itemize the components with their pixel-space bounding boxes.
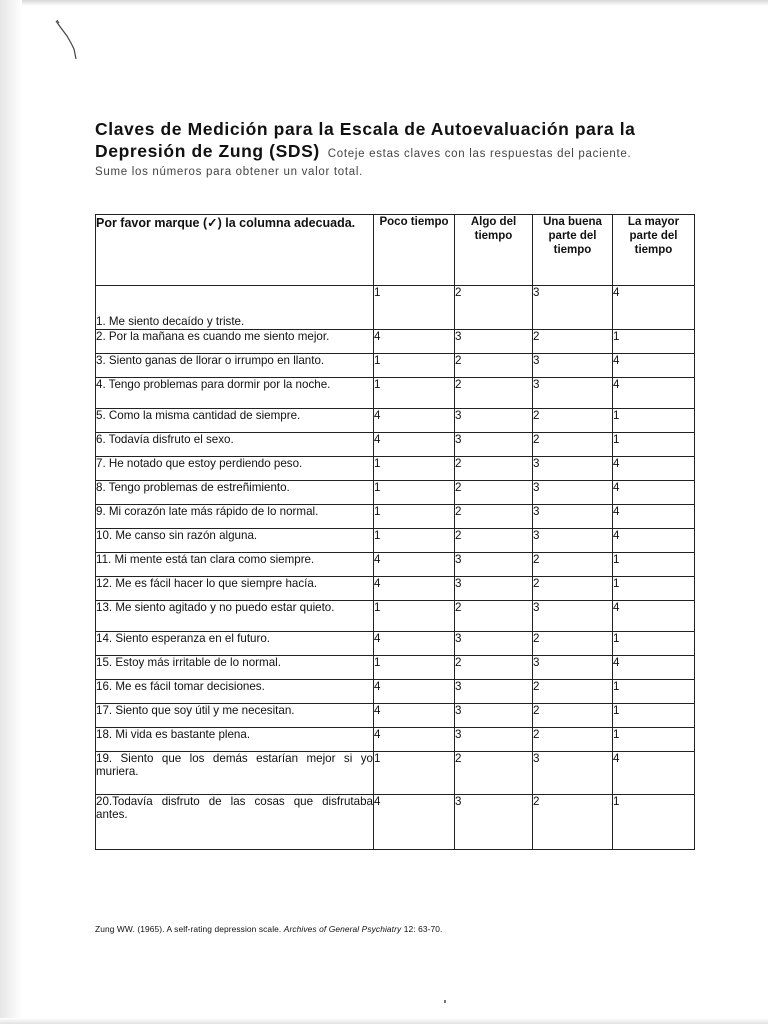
question-text: 1. Me siento decaído y triste. bbox=[96, 286, 374, 330]
score-cell: 4 bbox=[374, 330, 455, 354]
table-row bbox=[96, 601, 695, 632]
scan-edge-bottom bbox=[0, 1018, 768, 1024]
question-text: 19. Siento que los demás estarían mejor si yo muriera. bbox=[96, 752, 374, 795]
question-text: 9. Mi corazón late más rápido de lo normal. bbox=[96, 505, 374, 529]
score-cell: 3 bbox=[455, 330, 533, 354]
score-cell: 4 bbox=[613, 601, 695, 632]
question-text: 5. Como la misma cantidad de siempre. bbox=[96, 409, 374, 433]
question-text: 13. Me siento agitado y no puedo estar quieto. bbox=[96, 601, 374, 632]
score-cell: 2 bbox=[455, 481, 533, 505]
score-cell: 2 bbox=[533, 680, 613, 704]
table-row bbox=[96, 795, 695, 850]
score-cell: 2 bbox=[455, 354, 533, 378]
table-row bbox=[96, 553, 695, 577]
score-cell: 2 bbox=[455, 457, 533, 481]
table-row bbox=[96, 656, 695, 680]
question-text: 14. Siento esperanza en el futuro. bbox=[96, 632, 374, 656]
score-cell: 2 bbox=[455, 505, 533, 529]
table-row bbox=[96, 330, 695, 354]
scoring-table bbox=[95, 214, 695, 850]
question-text: 4. Tengo problemas para dormir por la noche. bbox=[96, 378, 374, 409]
score-cell: 4 bbox=[613, 354, 695, 378]
question-text: 6. Todavía disfruto el sexo. bbox=[96, 433, 374, 457]
score-cell: 1 bbox=[374, 354, 455, 378]
score-cell: 1 bbox=[613, 553, 695, 577]
score-cell: 2 bbox=[533, 433, 613, 457]
score-cell: 2 bbox=[533, 330, 613, 354]
score-cell: 4 bbox=[613, 481, 695, 505]
score-cell: 4 bbox=[374, 433, 455, 457]
table-row bbox=[96, 704, 695, 728]
table-header-row bbox=[96, 215, 695, 286]
score-cell: 3 bbox=[455, 632, 533, 656]
table-row bbox=[96, 457, 695, 481]
scan-edge-top bbox=[0, 0, 768, 6]
score-cell: 3 bbox=[455, 680, 533, 704]
score-cell: 1 bbox=[374, 378, 455, 409]
score-cell: 1 bbox=[613, 680, 695, 704]
scan-edge-left bbox=[0, 0, 22, 1024]
score-cell: 4 bbox=[374, 680, 455, 704]
column-header-poco-tiempo: Poco tiempo bbox=[374, 215, 455, 286]
table-row bbox=[96, 505, 695, 529]
score-cell: 1 bbox=[374, 286, 455, 330]
column-header-una-buena-parte: Una buena parte del tiempo bbox=[533, 215, 613, 286]
score-cell: 3 bbox=[533, 286, 613, 330]
score-cell: 4 bbox=[374, 704, 455, 728]
score-cell: 3 bbox=[533, 505, 613, 529]
question-column-header: Por favor marque (✓) la columna adecuada. bbox=[96, 215, 374, 286]
citation-ref: 12: 63-70. bbox=[403, 924, 443, 934]
question-text: 18. Mi vida es bastante plena. bbox=[96, 728, 374, 752]
score-cell: 4 bbox=[374, 728, 455, 752]
score-cell: 1 bbox=[613, 704, 695, 728]
question-text: 15. Estoy más irritable de lo normal. bbox=[96, 656, 374, 680]
score-cell: 1 bbox=[613, 330, 695, 354]
score-cell: 1 bbox=[613, 632, 695, 656]
question-text: 16. Me es fácil tomar decisiones. bbox=[96, 680, 374, 704]
score-cell: 4 bbox=[613, 529, 695, 553]
table-row bbox=[96, 286, 695, 330]
score-cell: 1 bbox=[374, 656, 455, 680]
score-cell: 1 bbox=[613, 409, 695, 433]
table-row bbox=[96, 529, 695, 553]
score-cell: 1 bbox=[374, 601, 455, 632]
title-block bbox=[95, 118, 705, 179]
score-cell: 2 bbox=[455, 752, 533, 795]
pen-mark bbox=[52, 18, 92, 68]
footer-citation bbox=[95, 924, 442, 934]
score-cell: 3 bbox=[455, 553, 533, 577]
table-row bbox=[96, 481, 695, 505]
question-text: 11. Mi mente está tan clara como siempre. bbox=[96, 553, 374, 577]
citation-text: Zung WW. (1965). A self-rating depression scale. bbox=[95, 924, 282, 934]
question-text: 8. Tengo problemas de estreñimiento. bbox=[96, 481, 374, 505]
instructions-inline: Coteje estas claves con las respuestas del paciente. bbox=[327, 148, 632, 160]
score-cell: 3 bbox=[533, 601, 613, 632]
score-cell: 3 bbox=[533, 354, 613, 378]
score-cell: 2 bbox=[533, 632, 613, 656]
score-cell: 1 bbox=[374, 457, 455, 481]
score-cell: 1 bbox=[374, 529, 455, 553]
score-cell: 4 bbox=[374, 632, 455, 656]
score-cell: 4 bbox=[613, 505, 695, 529]
score-cell: 3 bbox=[533, 529, 613, 553]
table-row bbox=[96, 354, 695, 378]
question-text: 3. Siento ganas de llorar o irrumpo en llanto. bbox=[96, 354, 374, 378]
score-cell: 2 bbox=[533, 577, 613, 601]
score-cell: 3 bbox=[455, 409, 533, 433]
score-cell: 2 bbox=[455, 656, 533, 680]
table-row bbox=[96, 752, 695, 795]
score-cell: 1 bbox=[374, 505, 455, 529]
table-row bbox=[96, 680, 695, 704]
question-text: 20.Todavía disfruto de las cosas que disfrutaba antes. bbox=[96, 795, 374, 850]
table-row bbox=[96, 433, 695, 457]
score-cell: 3 bbox=[533, 752, 613, 795]
score-cell: 3 bbox=[455, 433, 533, 457]
score-cell: 4 bbox=[374, 795, 455, 850]
score-cell: 4 bbox=[613, 457, 695, 481]
score-cell: 4 bbox=[374, 577, 455, 601]
question-text: 12. Me es fácil hacer lo que siempre hacía. bbox=[96, 577, 374, 601]
score-cell: 4 bbox=[374, 409, 455, 433]
score-cell: 1 bbox=[613, 433, 695, 457]
table-row bbox=[96, 728, 695, 752]
question-text: 10. Me canso sin razón alguna. bbox=[96, 529, 374, 553]
question-text: 7. He notado que estoy perdiendo peso. bbox=[96, 457, 374, 481]
page-title-line2 bbox=[95, 140, 705, 165]
score-cell: 3 bbox=[455, 795, 533, 850]
score-cell: 3 bbox=[455, 728, 533, 752]
score-cell: 1 bbox=[374, 752, 455, 795]
score-cell: 3 bbox=[455, 577, 533, 601]
score-cell: 2 bbox=[533, 409, 613, 433]
score-cell: 1 bbox=[613, 577, 695, 601]
score-cell: 1 bbox=[613, 728, 695, 752]
score-cell: 2 bbox=[533, 704, 613, 728]
score-cell: 3 bbox=[533, 457, 613, 481]
table-row bbox=[96, 577, 695, 601]
instructions-line2: Sume los números para obtener un valor total. bbox=[95, 166, 364, 178]
scan-speck bbox=[444, 1000, 446, 1003]
score-cell: 2 bbox=[533, 795, 613, 850]
column-header-algo-del-tiempo: Algo del tiempo bbox=[455, 215, 533, 286]
score-cell: 2 bbox=[455, 378, 533, 409]
score-cell: 4 bbox=[613, 286, 695, 330]
page-title-part2: Depresión de Zung (SDS) bbox=[95, 141, 320, 161]
score-cell: 2 bbox=[455, 286, 533, 330]
table-row bbox=[96, 632, 695, 656]
score-cell: 2 bbox=[533, 553, 613, 577]
score-cell: 2 bbox=[533, 728, 613, 752]
question-text: 17. Siento que soy útil y me necesitan. bbox=[96, 704, 374, 728]
score-cell: 3 bbox=[533, 378, 613, 409]
score-cell: 2 bbox=[455, 529, 533, 553]
score-cell: 2 bbox=[455, 601, 533, 632]
page-title: Claves de Medición para la Escala de Autoevaluación para la bbox=[95, 119, 636, 139]
score-cell: 3 bbox=[533, 481, 613, 505]
score-cell: 4 bbox=[613, 378, 695, 409]
score-cell: 4 bbox=[374, 553, 455, 577]
table-row bbox=[96, 378, 695, 409]
score-cell: 4 bbox=[613, 752, 695, 795]
score-cell: 1 bbox=[374, 481, 455, 505]
question-text: 2. Por la mañana es cuando me siento mejor. bbox=[96, 330, 374, 354]
score-cell: 4 bbox=[613, 656, 695, 680]
table-row bbox=[96, 409, 695, 433]
column-header-la-mayor-parte: La mayor parte del tiempo bbox=[613, 215, 695, 286]
score-cell: 1 bbox=[613, 795, 695, 850]
score-cell: 3 bbox=[533, 656, 613, 680]
journal-name: Archives of General Psychiatry bbox=[283, 924, 402, 934]
score-cell: 3 bbox=[455, 704, 533, 728]
